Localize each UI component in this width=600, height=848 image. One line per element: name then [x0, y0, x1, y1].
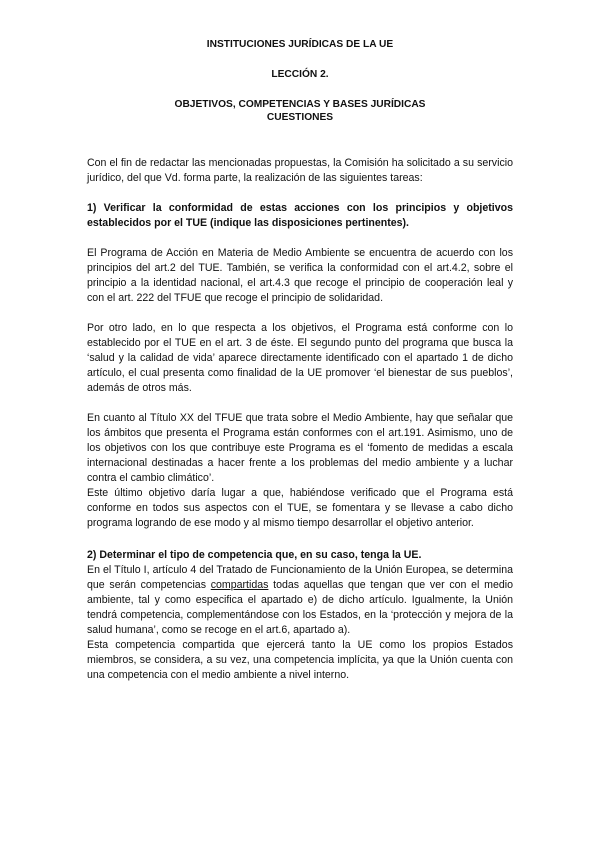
question-2-paragraph-1-part-1: En el Título I, artículo 4 del Tratado de Funcionamiento de la Unión Europea, se determina que serán competencias — [87, 564, 513, 591]
question-1-paragraph-3: En cuanto al Título XX del TFUE que trata sobre el Medio Ambiente, hay que señalar que los ámbitos que presenta el Programa están conformes con el art.191. Asimismo, uno de los objetivos con los que contribuye este Programa es el ‘fomento de medidas a escala internacional destinadas a hacer frente a los problemas del medio ambiente y a luchar contra el cambio climático’. — [87, 412, 513, 484]
question-1-paragraph-1: El Programa de Acción en Materia de Medio Ambiente se encuentra de acuerdo con los principios del art.2 del TUE. También, se verifica la conformidad con el art.4.2, sobre el principio a la identidad nacional, el art.4.3 que recoge el principio de cooperación leal y con el art. 222 del TFUE que recoge el principio de solidaridad. — [87, 247, 513, 304]
section-subtitle-cuestiones: CUESTIONES — [266, 112, 334, 123]
lesson-label: LECCIÓN 2. — [271, 69, 329, 80]
intro-paragraph: Con el fin de redactar las mencionadas propuestas, la Comisión ha solicitado a su servicio jurídico, del que Vd. forma parte, la realización de las siguientes tareas: — [87, 157, 513, 184]
question-2-paragraph-1-part-2: todas aquellas que tengan que ver con el medio ambiente, tal y como especifica el apartado e) de dicho artículo. Igualmente, la Unión tendrá competencia, complementándose con los Estados, en la ‘protección y mejora de la salud humana’, como se recoge en el art.6, apartado a). — [87, 579, 513, 636]
question-1-paragraph-2: Por otro lado, en lo que respecta a los objetivos, el Programa está conforme con lo establecido por el TUE en el art. 3 de éste. El segundo punto del programa que busca la ‘salud y la calidad de vida’ aparece directamente identificado con el apartado 1 de dicho artículo, el cual presenta como finalidad de la UE promover ‘el bienestar de sus pueblos’, además de otros más. — [87, 322, 513, 394]
question-2-heading: 2) Determinar el tipo de competencia que, en su caso, tenga la UE. — [87, 549, 422, 561]
question-2-paragraph-1 — [87, 563, 513, 638]
document-title: INSTITUCIONES JURÍDICAS DE LA UE — [206, 39, 394, 50]
section-subtitle: OBJETIVOS, COMPETENCIAS Y BASES JURÍDICAS — [174, 99, 426, 110]
question-1-heading: 1) Verificar la conformidad de estas acciones con los principios y objetivos establecidos por el TUE (indique las disposiciones pertinentes). — [87, 202, 513, 229]
compartidas-underlined-text: compartidas — [210, 579, 269, 591]
question-2-paragraph-2: Esta competencia compartida que ejercerá tanto la UE como los propios Estados miembros, se considera, a su vez, una competencia implícita, ya que la Unión cuenta con una competencia con el medio ambiente a nivel interno. — [87, 639, 513, 681]
question-1-paragraph-4: Este último objetivo daría lugar a que, habiéndose verificado que el Programa está conforme en todos sus aspectos con el TUE, se fomentara y se llevase a cabo dicho programa logrando de ese modo y al mismo tiempo desarrollar el objetivo anterior. — [87, 487, 513, 529]
